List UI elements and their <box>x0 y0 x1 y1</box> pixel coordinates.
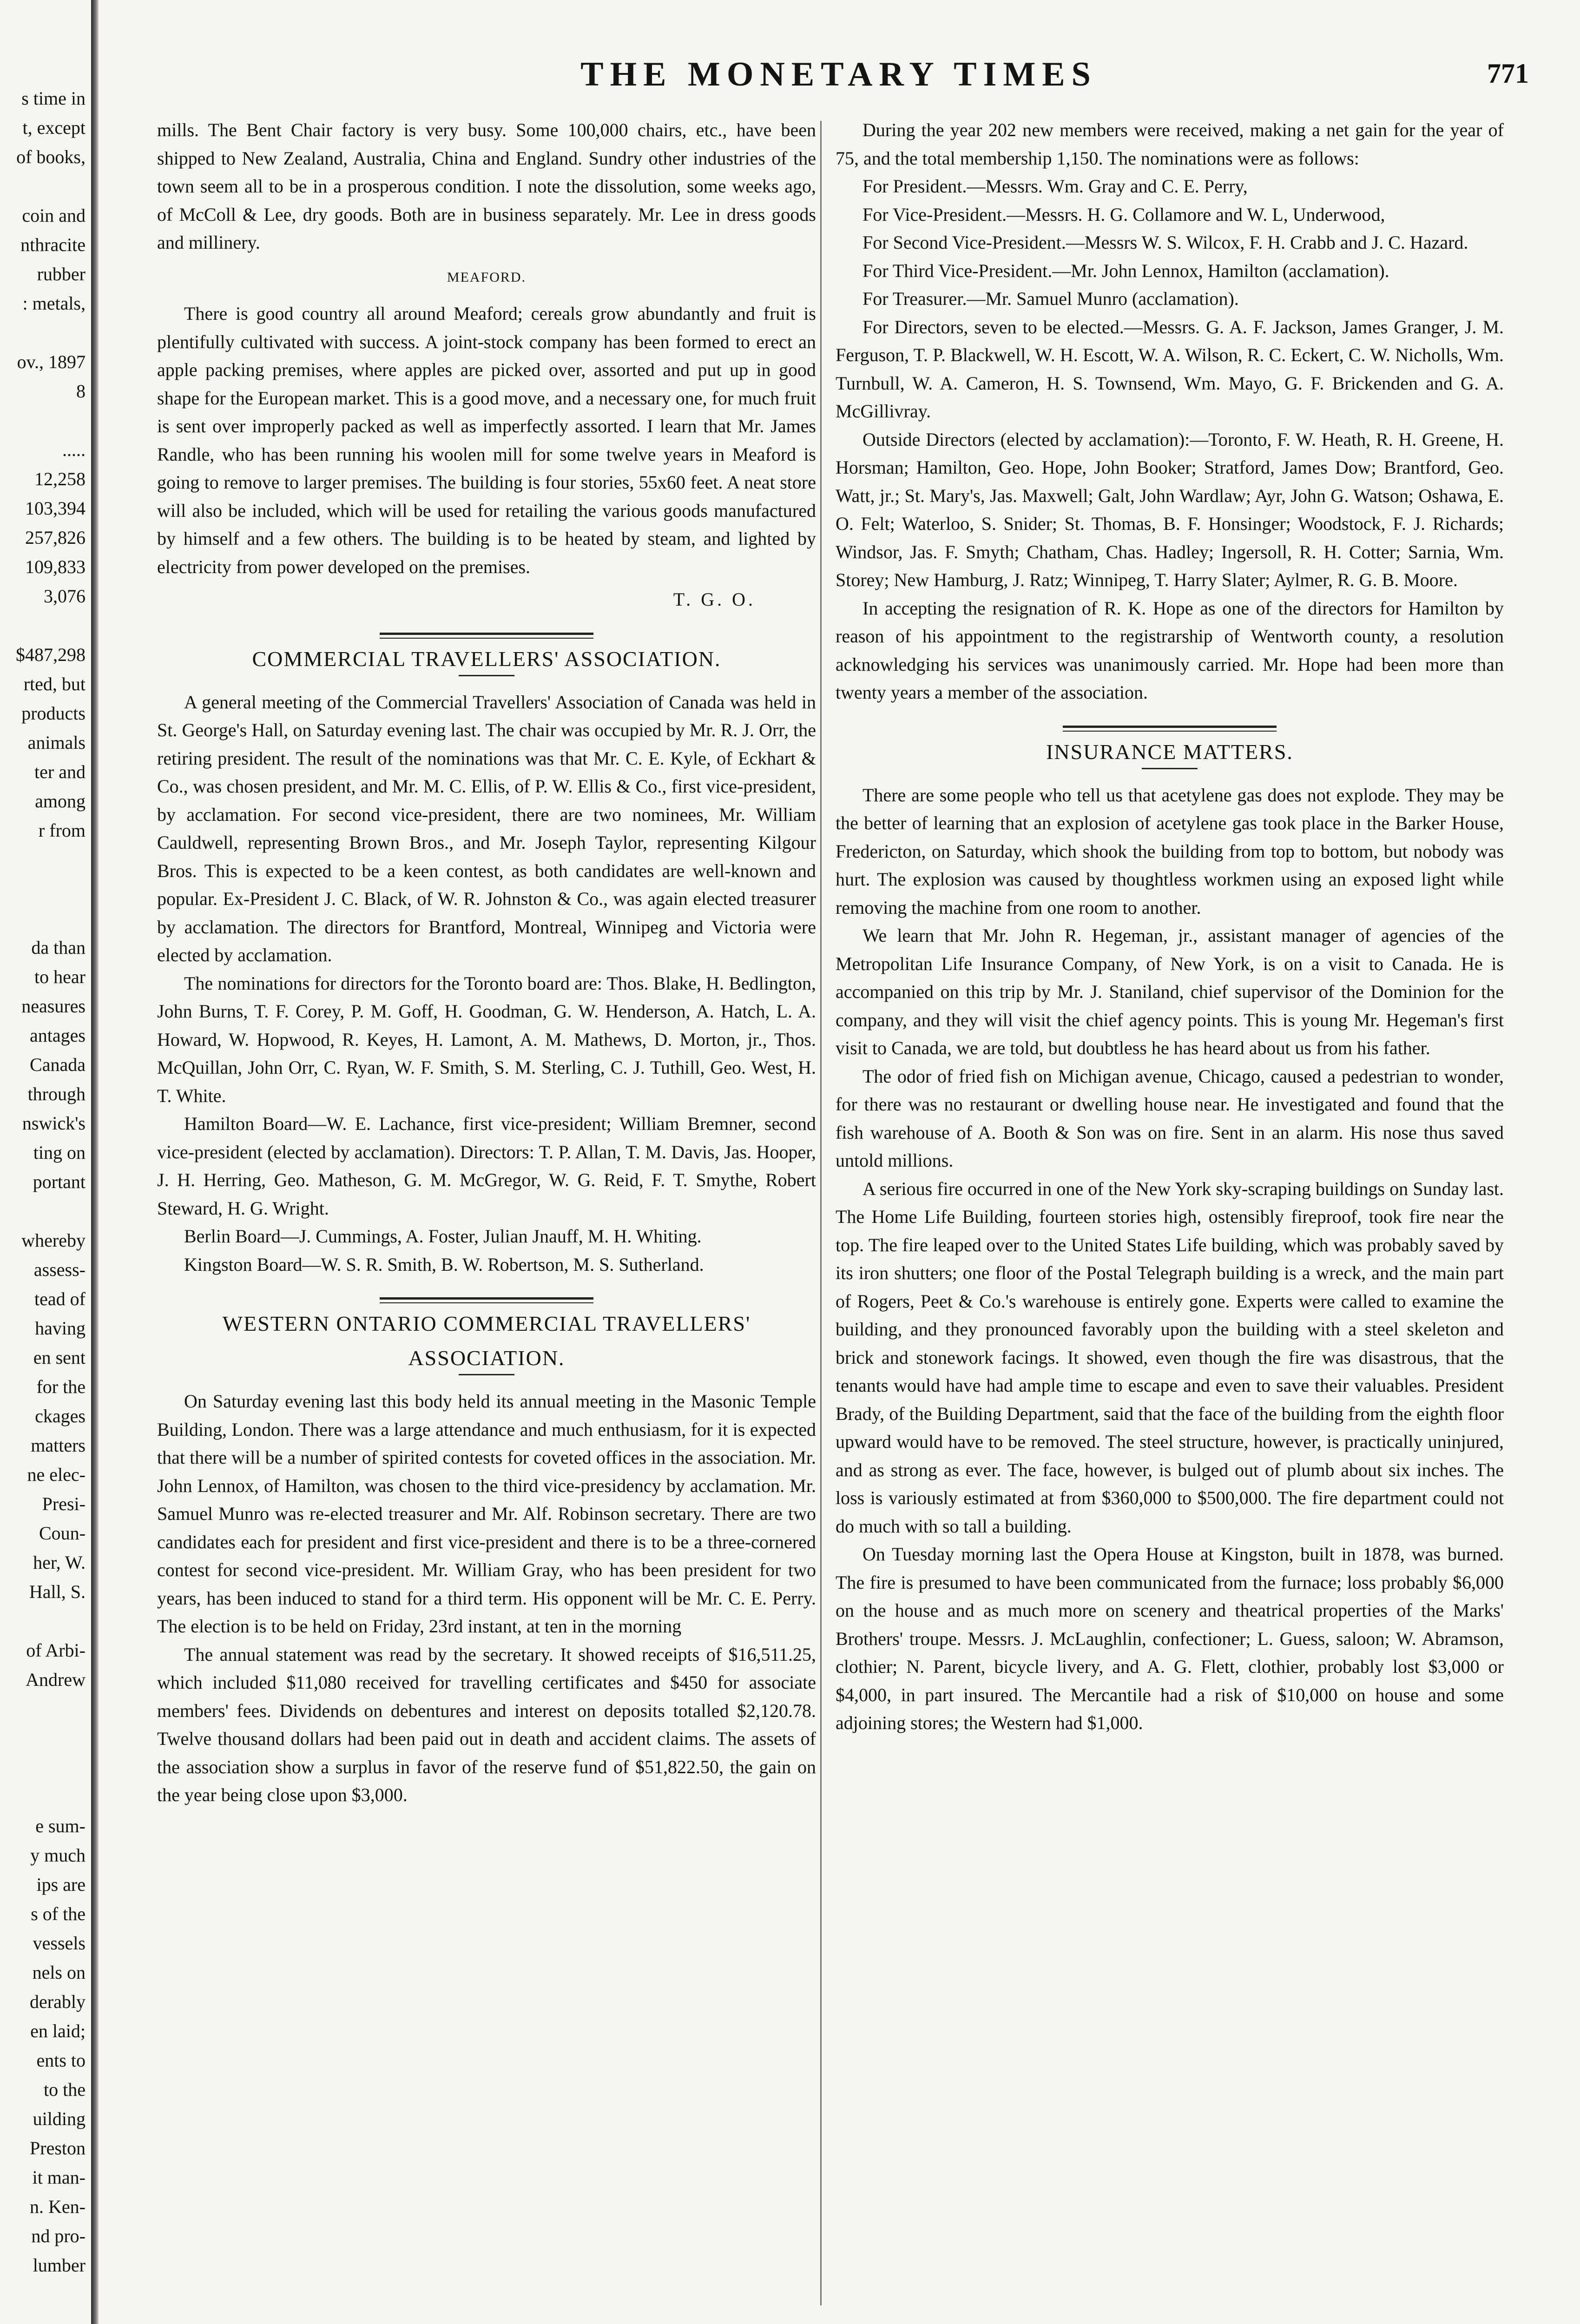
woct-heading-line-2: ASSOCIATION. <box>408 1346 565 1370</box>
margin-fragment: whereby <box>21 1230 86 1251</box>
meaford-paragraph: There is good country all around Meaford; cereals grow abundantly and fruit is plentifully cultivated with success. A joint-stock company has been formed to erect an apple packing premises, where apples are picked over, assorted and put up in good shape for the European market. This is a good move, and a necessary one, for much fruit is sent over improperly packed as well as imperfectly assorted. I learn that Mr. James Randle, who has been running his woolen mill for some twelve years in Meaford is going to remove to larger premises. The building is four stories, 55x60 feet. A neat store will also be included, which will be used for retailing the various goods manufactured by himself and a few others. The building is to be heated by steam, and lighted by electricity from power developed on the premises. <box>157 303 816 577</box>
margin-fragment: nels on <box>32 1962 86 1983</box>
section-rule <box>1063 726 1277 732</box>
margin-fragment: ents to <box>36 2050 86 2071</box>
margin-fragment <box>0 172 88 201</box>
margin-fragment: Hall, S. <box>29 1581 86 1602</box>
cta-paragraph-2: The nominations for directors for the Toronto board are: Thos. Blake, H. Bedlington, John Burns, T. F. Corey, P. M. Goff, H. Goodman, G. W. Henderson, A. Hatch, L. A. Howard, W. Hopwood, R. Keyes, H. Lamont, A. M. Mathews, D. Morton, jr., Thos. McQuillan, John Orr, C. Ryan, W. F. Smith, S. M. Sterling, C. J. Tuthill, Geo. West, H. T. White. <box>157 972 816 1106</box>
margin-fragment: rted, but <box>23 673 86 694</box>
margin-fragment: through <box>27 1083 86 1104</box>
margin-fragment: Presi- <box>42 1493 86 1514</box>
margin-fragment: nswick's <box>22 1113 86 1134</box>
right-column <box>836 116 1504 2310</box>
margin-fragment: animals <box>27 732 86 753</box>
margin-fragment: ter and <box>34 761 86 782</box>
margin-fragment: neasures <box>21 996 86 1017</box>
masthead-title: THE MONETARY TIMES <box>580 55 1097 93</box>
insurance-paragraph-3: The odor of fried fish on Michigan avenue, Chicago, caused a pedestrian to wonder, for there was no restaurant or dwelling house near. He investigated and found that the fish warehouse of A. Booth & Son was on fire. Sent in an alarm. His nose thus saved untold millions. <box>836 1065 1504 1171</box>
margin-fragment <box>0 611 88 640</box>
nomination-second-vice-president: For Second Vice-President.—Messrs W. S. Wilcox, F. H. Crabb and J. C. Hazard. <box>862 232 1468 253</box>
heading-rule <box>459 1374 514 1375</box>
nomination-vice-president: For Vice-President.—Messrs. H. G. Collamore and W. L, Underwood, <box>862 204 1385 225</box>
outside-directors: Outside Directors (elected by acclamation):—Toronto, F. W. Heath, R. H. Greene, H. Horsman; Hamilton, Geo. Hope, John Booker; Stratford, James Dow; Brantford, Geo. Watt, jr.; St. Mary's, Jas. Maxwell; Galt, John Wardlaw; Ayr, John G. Watson; Oshawa, E. O. Felt; Waterloo, S. Snider; St. Thomas, B. F. Honsinger; Woodstock, F. J. Richards; Windsor, Jas. F. Smyth; Chatham, Chas. Hadley; Ingersoll, R. H. Cotter; Sarnia, Wm. Storey; New Hamburg, J. Ratz; Winnipeg, T. Harry Slater; Aylmer, R. G. B. Moore. <box>836 429 1504 590</box>
margin-fragment: nthracite <box>20 234 86 255</box>
page-number: 771 <box>1487 58 1529 89</box>
margin-fragment: among <box>35 791 86 812</box>
margin-fragment: da than <box>31 937 86 958</box>
margin-fragment: 257,826 <box>25 527 86 548</box>
margin-fragment: her, W. <box>33 1552 86 1573</box>
margin-fragment <box>0 874 88 904</box>
nomination-president: For President.—Messrs. Wm. Gray and C. E. Perry, <box>862 176 1248 197</box>
margin-fragment <box>0 1694 88 1723</box>
margin-fragment <box>0 1606 88 1636</box>
nomination-treasurer: For Treasurer.—Mr. Samuel Munro (acclamation). <box>862 288 1239 309</box>
margin-fragment: derably <box>30 1991 86 2012</box>
margin-fragment: of books, <box>16 146 86 167</box>
margin-fragment: uilding <box>33 2108 86 2129</box>
cta-paragraph-3: Hamilton Board—W. E. Lachance, first vice-president; William Bremner, second vice-president (elected by acclamation). Directors: T. P. Allan, T. M. Davis, Jas. Hooper, J. H. Herring, Geo. Matheson, G. M. McGregor, W. G. Reid, F. T. Smythe, Robert Steward, H. G. Wright. <box>157 1113 816 1219</box>
margin-fragment: Coun- <box>39 1523 86 1544</box>
woct-heading-line-1: WESTERN ONTARIO COMMERCIAL TRAVELLERS' <box>222 1312 751 1335</box>
section-rule <box>380 1297 593 1303</box>
margin-fragment: it man- <box>32 2167 86 2188</box>
woct-paragraph-1: On Saturday evening last this body held its annual meeting in the Masonic Temple Building, London. There was a large attendance and much enthusiasm, for it is expected that there will be a number of spirited contests for coveted offices in the association. Mr. John Lennox, of Hamilton, was chosen to the third vice-presidency by acclamation. Mr. Samuel Munro was re-elected treasurer and Mr. Alf. Robinson secretary. There are two candidates each for president and first vice-president and there is to be a three-cornered contest for second vice-president. Mr. William Gray, who has been president for two years, has been induced to stand for a third term. His opponent will be Mr. C. E. Perry. The election is to be held on Friday, 23rd instant, at ten in the morning <box>157 1391 816 1637</box>
margin-fragment: en laid; <box>30 2020 86 2041</box>
margin-fragment: 12,258 <box>34 469 86 489</box>
margin-fragment: Andrew <box>26 1669 86 1690</box>
page-header <box>135 55 1543 106</box>
left-column <box>157 116 816 2310</box>
heading-rule <box>459 675 514 676</box>
margin-fragment: n. Ken- <box>30 2196 86 2217</box>
margin-fragment: to hear <box>34 966 86 987</box>
margin-fragment: having <box>35 1318 86 1339</box>
margin-fragment: portant <box>33 1171 86 1192</box>
margin-fragment: 109,833 <box>25 556 86 577</box>
intro-paragraph: mills. The Bent Chair factory is very busy. Some 100,000 chairs, etc., have been shipped to New Zealand, Australia, China and England. Sundry other industries of the town seem all to be in a prosperous condition. I note the dissolution, some weeks ago, of McColl & Lee, dry goods. Both are in business separately. Mr. Lee in dress goods and millinery. <box>157 119 816 253</box>
margin-fragment: vessels <box>33 1933 86 1954</box>
margin-fragment: ov., 1897 <box>17 351 86 372</box>
margin-fragment: t, except <box>22 117 86 138</box>
margin-fragment: to the <box>44 2079 86 2100</box>
margin-fragment: e sum- <box>35 1816 86 1836</box>
margin-fragment: Canada <box>30 1054 86 1075</box>
meaford-heading: MEAFORD. <box>447 269 527 285</box>
adjacent-page-margin <box>0 84 88 2324</box>
margin-fragment: ne elec- <box>27 1464 86 1485</box>
margin-fragment: ..... <box>62 439 86 460</box>
margin-fragment: of Arbi- <box>26 1640 86 1661</box>
hope-resignation: In accepting the resignation of R. K. Hope as one of the directors for Hamilton by reason of his appointment to the registrarship of Wentworth county, a resolution acknowledging his services was unanimously carried. Mr. Hope had been more than twenty years a member of the association. <box>836 597 1504 703</box>
insurance-paragraph-2: We learn that Mr. John R. Hegeman, jr., assistant manager of agencies of the Metropolitan Life Insurance Company, of New York, is on a visit to Canada. He is accompanied on this trip by Mr. J. Staniland, chief supervisor of the Dominion for the company, and they will visit the chief agency points. This is young Mr. Hegeman's first visit to Canada, we are told, but doubtless he has heard about us from his father. <box>836 925 1504 1058</box>
margin-fragment: products <box>21 703 86 724</box>
insurance-heading: INSURANCE MATTERS. <box>1046 739 1293 764</box>
margin-fragment <box>0 406 88 435</box>
margin-fragment: ckages <box>35 1406 86 1426</box>
heading-rule <box>1142 768 1198 769</box>
margin-fragment: 8 <box>76 381 86 402</box>
margin-fragment: r from <box>38 820 86 841</box>
signature: T. G. O. <box>673 589 756 610</box>
margin-fragment: antages <box>30 1025 86 1046</box>
membership-paragraph: During the year 202 new members were received, making a net gain for the year of 75, and the total membership 1,150. The nominations were as follows: <box>836 119 1504 169</box>
cta-heading: COMMERCIAL TRAVELLERS' ASSOCIATION. <box>252 647 721 671</box>
margin-fragment: en sent <box>33 1347 86 1368</box>
margin-fragment <box>0 318 88 347</box>
insurance-paragraph-1: There are some people who tell us that acetylene gas does not explode. They may be the better of learning that an explosion of acetylene gas took place in the Barker House, Fredericton, on Saturday, which shook the building from top to bottom, but nobody was hurt. The explosion was caused by thoughtless workmen using an exposed light while removing the machine from one room to another. <box>836 784 1504 918</box>
margin-fragment: coin and <box>22 205 86 226</box>
nomination-directors: For Directors, seven to be elected.—Messrs. G. A. F. Jackson, James Granger, J. M. Ferguson, T. P. Blackwell, W. H. Escott, W. A. Wilson, R. C. Eckert, C. W. Nicholls, Wm. Turnbull, W. A. Cameron, H. S. Townsend, Wm. Mayo, G. F. Brickenden and G. A. McGillivray. <box>836 316 1504 422</box>
margin-fragment: tead of <box>34 1288 86 1309</box>
margin-fragment <box>0 1753 88 1782</box>
margin-fragment: s of the <box>31 1903 86 1924</box>
margin-fragment: for the <box>36 1376 86 1397</box>
woct-paragraph-2: The annual statement was read by the secretary. It showed receipts of $16,511.25, which included $11,080 received for travelling certificates and $450 for associate members' fees. Dividends on debentures and interest on deposits totalled $2,120.78. Twelve thousand dollars had been paid out in death and accident claims. The assets of the association show a surplus in favor of the reserve fund of $51,822.50, the gain on the year being close upon $3,000. <box>157 1644 816 1805</box>
margin-fragment: lumber <box>33 2255 86 2276</box>
margin-fragment: rubber <box>37 264 86 284</box>
column-divider <box>820 121 822 2305</box>
nomination-third-vice-president: For Third Vice-President.—Mr. John Lennox, Hamilton (acclamation). <box>862 260 1389 281</box>
margin-fragment: nd pro- <box>31 2225 86 2246</box>
margin-fragment <box>0 1196 88 1226</box>
margin-fragment: ips are <box>36 1874 86 1895</box>
margin-fragment: y much <box>30 1845 86 1866</box>
margin-fragment: Preston <box>30 2138 86 2159</box>
margin-fragment: assess- <box>33 1259 86 1280</box>
margin-fragment <box>0 845 88 874</box>
margin-fragment: 3,076 <box>44 586 86 607</box>
cta-paragraph-1: A general meeting of the Commercial Travellers' Association of Canada was held in St. George's Hall, on Saturday evening last. The chair was occupied by Mr. R. J. Orr, the retiring president. The result of the nominations was that Mr. C. E. Kyle, of Eckhart & Co., was chosen president, and Mr. M. C. Ellis, of P. W. Ellis & Co., first vice-president, by acclamation. For second vice-president, there are two nominees, Mr. William Cauldwell, representing Brown Bros., and Mr. Joseph Taylor, representing Kilgour Bros. This is expected to be a keen contest, as both candidates are well-known and popular. Ex-President J. C. Black, of W. R. Johnston & Co., was again elected treasurer by acclamation. The directors for Brantford, Montreal, Winnipeg and Victoria were elected by acclamation. <box>157 691 816 965</box>
margin-fragment: s time in <box>21 88 86 109</box>
cta-paragraph-5: Kingston Board—W. S. R. Smith, B. W. Robertson, M. S. Sutherland. <box>184 1254 704 1275</box>
margin-fragment <box>0 1782 88 1811</box>
page-binding-shadow <box>91 0 99 2324</box>
margin-fragment: : metals, <box>22 293 86 314</box>
margin-fragment <box>0 1723 88 1753</box>
insurance-paragraph-4: A serious fire occurred in one of the New York sky-scraping buildings on Sunday last. The Home Life Building, fourteen stories high, ostensibly fireproof, took fire near the top. The fire leaped over to the United States Life building, which was probably saved by its iron shutters; one floor of the Postal Telegraph building is a wreck, and the main part of Rogers, Peet & Co.'s warehouse is entirely gone. Experts were called to examine the building, and they pronounced favorably upon the building with a steel skeleton and brick and stonework facings. It showed, even though the fire was disastrous, that the tenants would have had ample time to escape and even to save their valuables. President Brady, of the Building Department, said that the face of the building from the eighth floor upward would have to be removed. The steel structure, however, is practically uninjured, and as strong as ever. The face, however, is bulged out of plumb about six inches. The loss is variously estimated at from $360,000 to $500,000. The fire department could not do much with so tall a building. <box>836 1178 1504 1537</box>
margin-fragment: 103,394 <box>25 498 86 519</box>
insurance-paragraph-5: On Tuesday morning last the Opera House at Kingston, built in 1878, was burned. The fire is presumed to have been communicated from the furnace; loss probably $6,000 on the house and as much more on scenery and theatrical properties of the Marks' Brothers' troupe. Messrs. J. McLaughlin, confectioner; L. Guess, saloon; W. Abramson, clothier; N. Parent, bicycle livery, and A. G. Flett, clothier, probably lost $3,000 or $4,000, in part insured. The Mercantile had a risk of $10,000 on house and some adjoining stores; the Western had $1,000. <box>836 1544 1504 1733</box>
margin-fragment: $487,298 <box>16 644 86 665</box>
cta-paragraph-4: Berlin Board—J. Cummings, A. Foster, Julian Jnauff, M. H. Whiting. <box>184 1226 702 1247</box>
margin-fragment: ting on <box>33 1142 86 1163</box>
section-rule <box>380 633 593 639</box>
margin-fragment: matters <box>31 1435 86 1456</box>
margin-fragment <box>0 904 88 933</box>
